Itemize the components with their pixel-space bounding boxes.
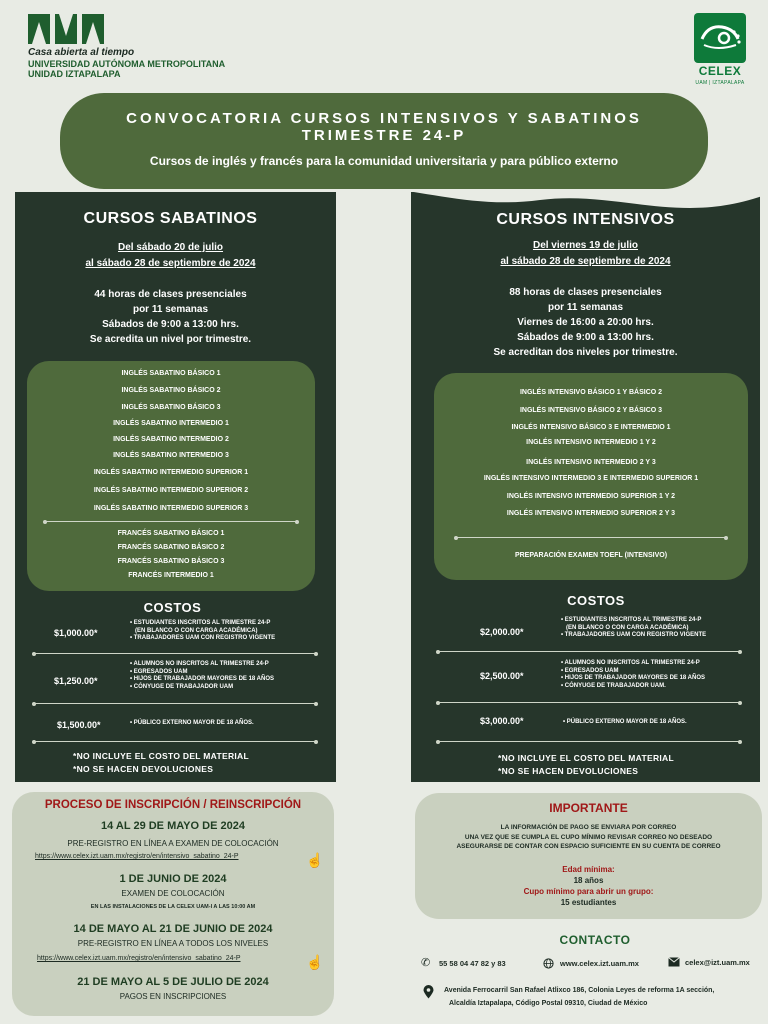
cost-description: • ESTUDIANTES INSCRITOS AL TRIMESTRE 24-P (EN BLANCO O CON CARGA ACADÉMICA) • TRABAJADORES UAM CON REGISTRO VIGENTE xyxy=(130,620,276,641)
course-item: INGLÉS INTENSIVO BÁSICO 2 Y BÁSICO 3 xyxy=(519,407,663,414)
cost-price: $1,000.00* xyxy=(54,628,98,638)
pointer-hand-icon: ☝ xyxy=(306,954,324,970)
process-step: PRE-REGISTRO EN LÍNEA A EXAMEN DE COLOCACIÓN xyxy=(67,839,279,848)
course-item: FRANCÉS SABATINO BÁSICO 2 xyxy=(117,544,225,551)
uam-name: UNIVERSIDAD AUTÓNOMA METROPOLITANA xyxy=(28,59,226,69)
course-item: INGLÉS SABATINO BÁSICO 2 xyxy=(121,387,221,394)
contact-website[interactable]: www.celex.izt.uam.mx xyxy=(560,959,639,968)
process-date: 1 DE JUNIO DE 2024 xyxy=(119,873,227,885)
course-item: INGLÉS INTENSIVO BÁSICO 1 Y BÁSICO 2 xyxy=(519,389,663,396)
divider xyxy=(34,703,316,704)
registration-process-box xyxy=(12,792,334,1016)
location-pin-icon xyxy=(423,985,434,999)
sabatinos-info-line: por 11 semanas xyxy=(132,304,209,315)
celex-logo-mark-icon xyxy=(694,13,746,63)
course-item: INGLÉS SABATINO INTERMEDIO 1 xyxy=(113,420,229,427)
uam-unit: UNIDAD IZTAPALAPA xyxy=(28,69,121,79)
sabatinos-info-line: 44 horas de clases presenciales xyxy=(94,289,247,300)
sabatinos-info-line: Se acredita un nivel por trimestre. xyxy=(89,334,252,345)
important-title: IMPORTANTE xyxy=(549,801,628,815)
course-item: FRANCÉS SABATINO BÁSICO 3 xyxy=(117,558,225,565)
intensivos-date-end: al sábado 28 de septiembre de 2024 xyxy=(500,256,671,267)
intensivos-info-line: Viernes de 16:00 a 20:00 hrs. xyxy=(517,317,654,328)
pointer-hand-icon: ☝ xyxy=(306,852,324,868)
celex-name: CELEX xyxy=(698,64,742,78)
process-date: 21 DE MAYO AL 5 DE JULIO DE 2024 xyxy=(77,976,269,988)
cost-price: $1,500.00* xyxy=(57,720,101,730)
course-item: FRANCÉS SABATINO BÁSICO 1 xyxy=(117,530,225,537)
course-item: INGLÉS SABATINO INTERMEDIO SUPERIOR 2 xyxy=(93,487,249,494)
sabatinos-info-line: Sábados de 9:00 a 13:00 hrs. xyxy=(102,319,239,330)
cost-description: • ESTUDIANTES INSCRITOS AL TRIMESTRE 24-P (EN BLANCO O CON CARGA ACADÉMICA) • TRABAJADORES UAM CON REGISTRO VIGENTE xyxy=(561,617,707,638)
min-age-label: Edad mínima: xyxy=(562,865,615,874)
globe-icon xyxy=(543,958,554,969)
cost-description: • PÚBLICO EXTERNO MAYOR DE 18 AÑOS. xyxy=(130,720,254,726)
intensivos-info-line: Sábados de 9:00 a 13:00 hrs. xyxy=(517,332,654,343)
contact-title: CONTACTO xyxy=(559,933,631,947)
course-item: INGLÉS SABATINO INTERMEDIO SUPERIOR 3 xyxy=(93,505,249,512)
intensivos-note-refund: *NO SE HACEN DEVOLUCIONES xyxy=(498,766,639,776)
sabatinos-costs-title: COSTOS xyxy=(143,600,202,615)
contact-email[interactable]: celex@izt.uam.mx xyxy=(685,958,750,967)
course-item: INGLÉS INTENSIVO INTERMEDIO 1 Y 2 xyxy=(526,439,656,446)
divider xyxy=(34,653,316,654)
divider xyxy=(438,741,740,742)
course-item: INGLÉS INTENSIVO INTERMEDIO 2 Y 3 xyxy=(526,459,656,466)
sabatinos-note-refund: *NO SE HACEN DEVOLUCIONES xyxy=(73,764,214,774)
process-step-detail: EN LAS INSTALACIONES DE LA CELEX UAM-I A LAS 10:00 AM xyxy=(90,904,256,910)
intensivos-info-line: por 11 semanas xyxy=(547,302,624,313)
process-step: PAGOS EN INSCRIPCIONES xyxy=(119,992,227,1001)
divider xyxy=(438,702,740,703)
divider xyxy=(34,741,316,742)
cost-description: • ALUMNOS NO INSCRITOS AL TRIMESTRE 24-P • EGRESADOS UAM • HIJOS DE TRABAJADOR MAYORES DE 18 AÑOS • CÓNYUGE DE TRABAJADOR UAM. xyxy=(561,660,706,689)
intensivos-course-list xyxy=(434,373,748,580)
celex-logo xyxy=(694,13,746,63)
course-item: FRANCÉS INTERMEDIO 1 xyxy=(128,572,214,579)
sabatinos-info xyxy=(15,287,326,347)
cost-description: • PÚBLICO EXTERNO MAYOR DE 18 AÑOS. xyxy=(563,719,687,725)
uam-logo xyxy=(28,14,104,48)
contact-address: Avenida Ferrocarril San Rafael Atlixco 186, Colonia Leyes de reforma 1A sección, xyxy=(444,987,715,994)
preregistration-link[interactable]: https://www.celex.izt.uam.mx/registro/en/intensivo_sabatino_24-P xyxy=(35,853,239,860)
banner-title: CONVOCATORIA CURSOS INTENSIVOS Y SABATINOS xyxy=(126,110,642,127)
course-item: INGLÉS INTENSIVO INTERMEDIO SUPERIOR 2 Y 3 xyxy=(506,510,676,517)
uam-tagline: Casa abierta al tiempo xyxy=(28,47,135,58)
course-item: INGLÉS INTENSIVO INTERMEDIO SUPERIOR 1 Y 2 xyxy=(506,493,676,500)
sabatinos-date-start: Del sábado 20 de julio xyxy=(117,242,224,253)
registration-link[interactable]: https://www.celex.izt.uam.mx/registro/en/intensivo_sabatino_24-P xyxy=(37,955,241,962)
phone-icon: ✆ xyxy=(421,957,431,969)
cost-description: • ALUMNOS NO INSCRITOS AL TRIMESTRE 24-P • EGRESADOS UAM • HIJOS DE TRABAJADOR MAYORES DE 18 AÑOS • CÓNYUGE DE TRABAJADOR UAM xyxy=(130,661,275,690)
course-item: INGLÉS SABATINO INTERMEDIO 3 xyxy=(113,452,229,459)
min-group-label: Cupo mínimo para abrir un grupo: xyxy=(523,887,654,896)
intensivos-costs-title: COSTOS xyxy=(567,593,625,608)
course-item: INGLÉS SABATINO BÁSICO 3 xyxy=(121,404,221,411)
celex-subtitle: UAM | IZTAPALAPA xyxy=(695,80,745,86)
intensivos-info xyxy=(411,285,760,360)
intensivos-info-line: Se acreditan dos niveles por trimestre. xyxy=(493,347,678,358)
divider xyxy=(456,537,726,538)
intensivos-info-line: 88 horas de clases presenciales xyxy=(509,287,662,298)
cost-price: $1,250.00* xyxy=(54,676,98,686)
divider xyxy=(45,521,297,522)
important-box xyxy=(415,793,762,919)
important-note: ASEGURARSE DE CONTAR CON ESPACIO SUFICIENTE EN SU CUENTA DE CORREO xyxy=(456,843,721,850)
contact-address: Alcaldía Iztapalapa, Código Postal 09310, Ciudad de México xyxy=(449,1000,648,1007)
course-item: INGLÉS INTENSIVO BÁSICO 3 E INTERMEDIO 1 xyxy=(511,424,671,431)
course-item: INGLÉS SABATINO INTERMEDIO 2 xyxy=(113,436,229,443)
course-item: INGLÉS SABATINO BÁSICO 1 xyxy=(121,370,221,377)
divider xyxy=(438,651,740,652)
banner-title-term: TRIMESTRE 24-P xyxy=(301,127,467,144)
intensivos-note-material: *NO INCLUYE EL COSTO DEL MATERIAL xyxy=(498,753,674,763)
intensivos-date-start: Del viernes 19 de julio xyxy=(532,240,639,251)
process-title: PROCESO DE INSCRIPCIÓN / REINSCRIPCIÓN xyxy=(44,799,302,811)
cost-price: $3,000.00* xyxy=(480,716,524,726)
min-group-value: 15 estudiantes xyxy=(560,898,617,907)
course-item: INGLÉS SABATINO INTERMEDIO SUPERIOR 1 xyxy=(93,469,249,476)
important-note: LA INFORMACIÓN DE PAGO SE ENVIARA POR CORREO xyxy=(500,824,677,831)
intensivos-title: CURSOS INTENSIVOS xyxy=(496,211,675,228)
contact-phone: 55 58 04 47 82 y 83 xyxy=(439,959,506,968)
course-item: INGLÉS INTENSIVO INTERMEDIO 3 E INTERMEDIO SUPERIOR 1 xyxy=(483,475,699,482)
sabatinos-course-list xyxy=(27,361,315,591)
banner-subtitle: Cursos de inglés y francés para la comunidad universitaria y para público externo xyxy=(149,154,619,168)
process-date: 14 AL 29 DE MAYO DE 2024 xyxy=(101,820,245,832)
process-date: 14 DE MAYO AL 21 DE JUNIO DE 2024 xyxy=(73,923,273,935)
important-note: UNA VEZ QUE SE CUMPLA EL CUPO MÍNIMO REVISAR CORREO NO DESEADO xyxy=(464,834,713,841)
min-age-value: 18 años xyxy=(573,876,604,885)
process-step: EXAMEN DE COLOCACIÓN xyxy=(121,889,225,898)
cost-price: $2,000.00* xyxy=(480,627,524,637)
sabatinos-title: CURSOS SABATINOS xyxy=(83,210,258,227)
sabatinos-date-end: al sábado 28 de septiembre de 2024 xyxy=(85,258,256,269)
process-step: PRE-REGISTRO EN LÍNEA A TODOS LOS NIVELES xyxy=(77,939,269,948)
mail-icon xyxy=(668,957,680,967)
sabatinos-note-material: *NO INCLUYE EL COSTO DEL MATERIAL xyxy=(73,751,249,761)
course-item: PREPARACIÓN EXAMEN TOEFL (INTENSIVO) xyxy=(514,552,668,559)
cost-price: $2,500.00* xyxy=(480,671,524,681)
